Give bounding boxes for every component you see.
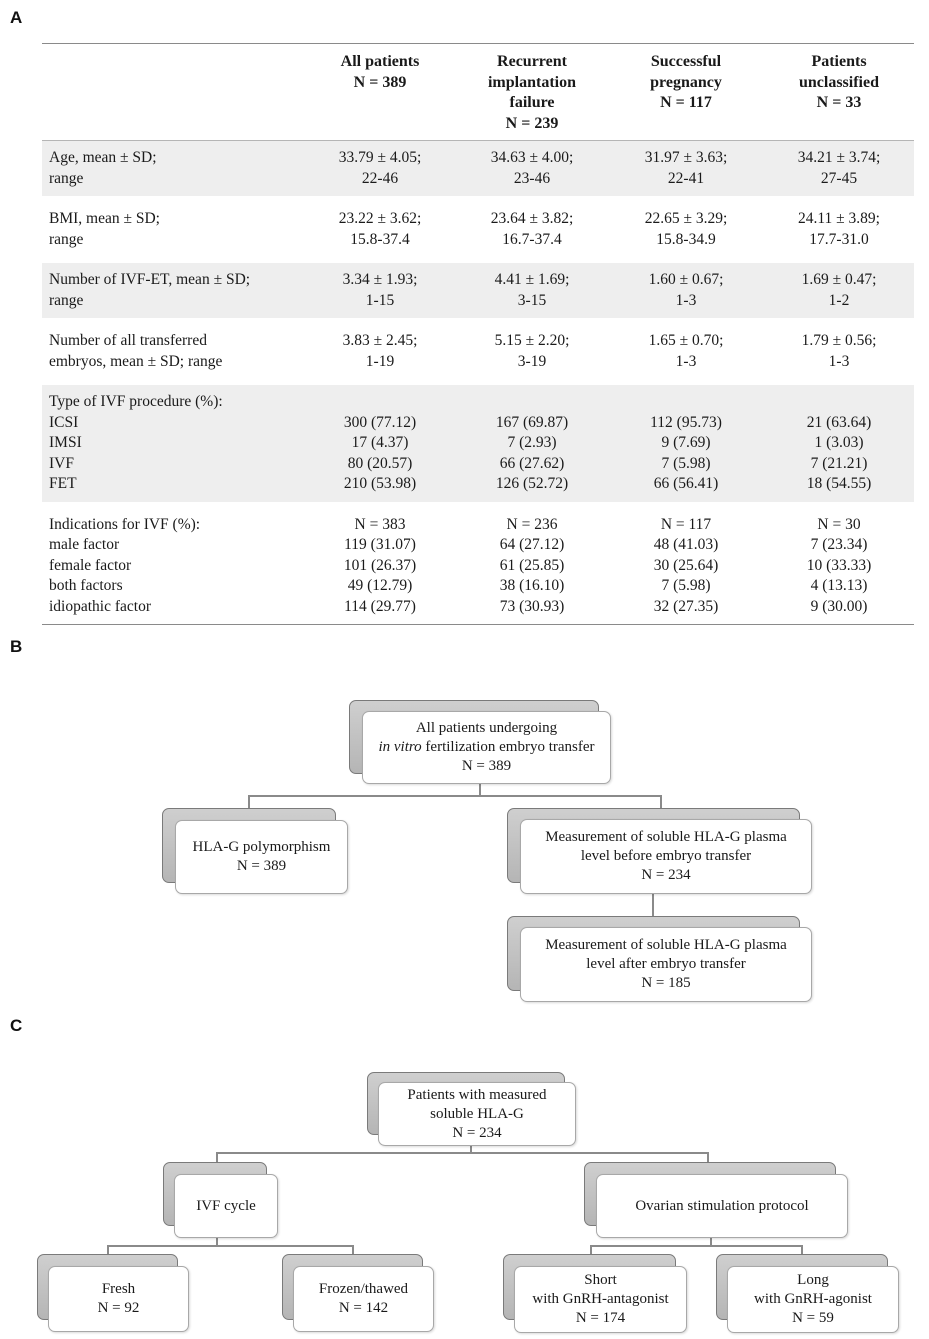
panel-label-b: B xyxy=(10,637,23,656)
flow-box-patients-measured-shla-g: Patients with measured soluble HLA-G N = 234 xyxy=(367,1072,576,1146)
header-successful-pregnancy: Successful pregnancy N = 117 xyxy=(608,44,764,141)
flow-box-fresh: Fresh N = 92 xyxy=(37,1254,189,1332)
flow-box-all-patients: All patients undergoing in vitro fertilization embryo transfer N = 389 xyxy=(349,700,611,784)
table-row-bmi xyxy=(42,199,914,260)
header-patients-unclassified: Patients unclassified N = 33 xyxy=(764,44,914,141)
row-label: Age, mean ± SD; range xyxy=(42,141,304,200)
connector-line xyxy=(590,1245,802,1247)
table-cell: 24.11 ± 3.89; 17.7-31.0 xyxy=(764,199,914,260)
table-cell: 112 (95.73) 9 (7.69) 7 (5.98) 66 (56.41) xyxy=(608,382,764,505)
panel-label-c: C xyxy=(10,1016,23,1035)
table-cell: 167 (69.87) 7 (2.93) 66 (27.62) 126 (52.72) xyxy=(456,382,608,505)
header-empty xyxy=(42,44,304,141)
flow-box-frozen-thawed: Frozen/thawed N = 142 xyxy=(282,1254,434,1332)
connector-line xyxy=(248,795,250,809)
connector-line xyxy=(660,795,662,809)
table-cell: 3.34 ± 1.93; 1-15 xyxy=(304,260,456,321)
table-cell: 23.64 ± 3.82; 16.7-37.4 xyxy=(456,199,608,260)
table-cell: 5.15 ± 2.20; 3-19 xyxy=(456,321,608,382)
table-row-age xyxy=(42,141,914,200)
table-row-ivf-et xyxy=(42,260,914,321)
table-cell: 34.63 ± 4.00; 23-46 xyxy=(456,141,608,200)
table-cell: N = 383 119 (31.07) 101 (26.37) 49 (12.79) 114 (29.77) xyxy=(304,505,456,625)
panel-label-a: A xyxy=(10,8,23,27)
row-label: Number of IVF-ET, mean ± SD; range xyxy=(42,260,304,321)
header-all-patients: All patients N = 389 xyxy=(304,44,456,141)
table-header-row xyxy=(42,44,914,141)
connector-line xyxy=(652,893,654,917)
table-row-transferred-embryos xyxy=(42,321,914,382)
table-cell: N = 30 7 (23.34) 10 (33.33) 4 (13.13) 9 (30.00) xyxy=(764,505,914,625)
flow-box-ivf-cycle: IVF cycle xyxy=(163,1162,278,1238)
flow-box-shla-g-before-transfer: Measurement of soluble HLA-G plasma level before embryo transfer N = 234 xyxy=(507,808,812,894)
table-cell: 1.60 ± 0.67; 1-3 xyxy=(608,260,764,321)
patient-characteristics-table xyxy=(42,43,914,625)
table-cell: 23.22 ± 3.62; 15.8-37.4 xyxy=(304,199,456,260)
flow-box-short-gnrh-antagonist: Short with GnRH-antagonist N = 174 xyxy=(503,1254,687,1333)
table-cell: 1.69 ± 0.47; 1-2 xyxy=(764,260,914,321)
connector-line xyxy=(107,1245,353,1247)
table-cell: N = 236 64 (27.12) 61 (25.85) 38 (16.10) 73 (30.93) xyxy=(456,505,608,625)
row-label: BMI, mean ± SD; range xyxy=(42,199,304,260)
table-cell: 31.97 ± 3.63; 22-41 xyxy=(608,141,764,200)
row-label: Type of IVF procedure (%): ICSI IMSI IVF FET xyxy=(42,382,304,505)
flow-box-hla-g-polymorphism: HLA-G polymorphism N = 389 xyxy=(162,808,348,894)
table-cell: N = 117 48 (41.03) 30 (25.64) 7 (5.98) 32 (27.35) xyxy=(608,505,764,625)
row-label: Number of all transferred embryos, mean ± SD; range xyxy=(42,321,304,382)
table-cell: 21 (63.64) 1 (3.03) 7 (21.21) 18 (54.55) xyxy=(764,382,914,505)
table-cell: 3.83 ± 2.45; 1-19 xyxy=(304,321,456,382)
row-label: Indications for IVF (%): male factor female factor both factors idiopathic factor xyxy=(42,505,304,625)
table-row-indications xyxy=(42,505,914,625)
table-cell: 1.65 ± 0.70; 1-3 xyxy=(608,321,764,382)
table-cell: 33.79 ± 4.05; 22-46 xyxy=(304,141,456,200)
connector-line xyxy=(248,795,661,797)
flow-box-ovarian-stimulation-protocol: Ovarian stimulation protocol xyxy=(584,1162,848,1238)
header-recurrent-implantation-failure: Recurrent implantation failure N = 239 xyxy=(456,44,608,141)
table-cell: 34.21 ± 3.74; 27-45 xyxy=(764,141,914,200)
table-row-ivf-procedure xyxy=(42,382,914,505)
flow-box-long-gnrh-agonist: Long with GnRH-agonist N = 59 xyxy=(716,1254,899,1333)
flow-box-shla-g-after-transfer: Measurement of soluble HLA-G plasma level after embryo transfer N = 185 xyxy=(507,916,812,1002)
table-cell: 300 (77.12) 17 (4.37) 80 (20.57) 210 (53.98) xyxy=(304,382,456,505)
table-cell: 22.65 ± 3.29; 15.8-34.9 xyxy=(608,199,764,260)
table-cell: 4.41 ± 1.69; 3-15 xyxy=(456,260,608,321)
table-cell: 1.79 ± 0.56; 1-3 xyxy=(764,321,914,382)
connector-line xyxy=(216,1152,708,1154)
